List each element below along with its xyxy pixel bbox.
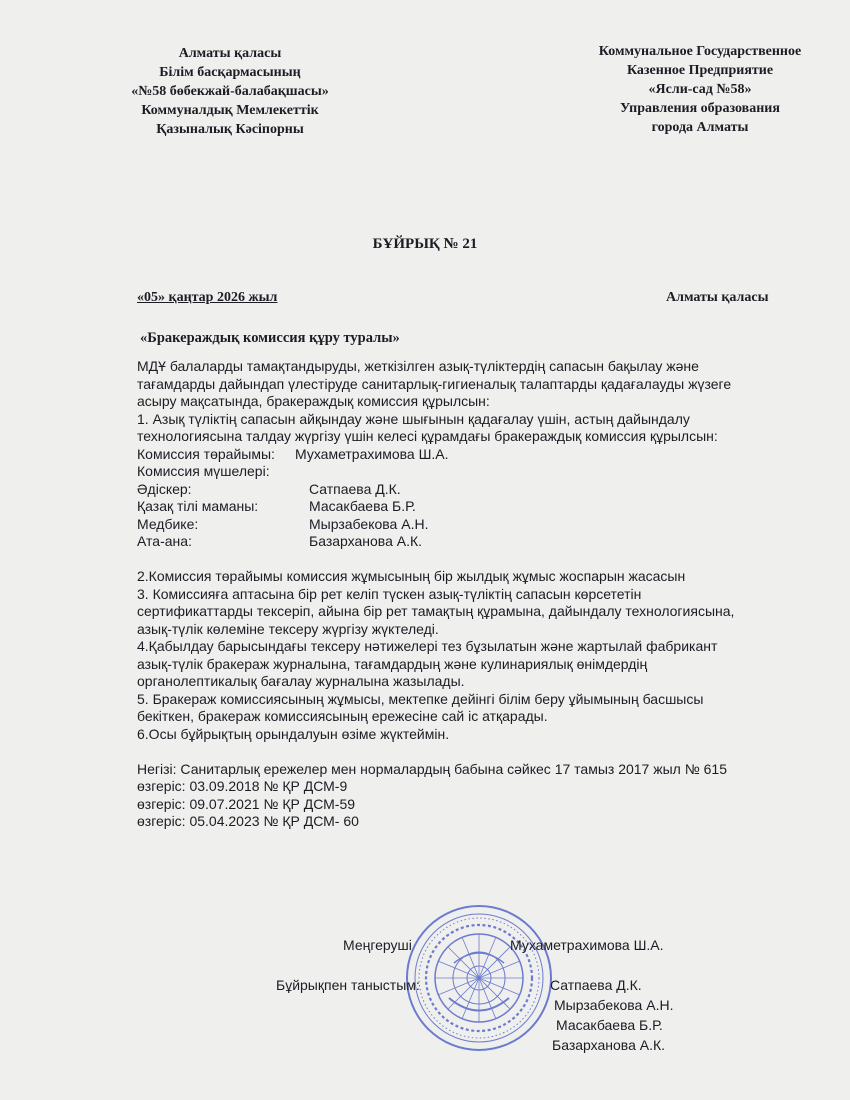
point-line: органолептикалық бағалау журналына жазылады. <box>137 673 465 689</box>
basis-line: өзгеріс: 03.09.2018 № ҚР ДСМ-9 <box>137 778 348 794</box>
member-row <box>137 498 807 516</box>
point-line: азық-түлік көлеміне тексеру жүргізу жүктеледі. <box>137 620 439 637</box>
document-city: Алматы қаласы <box>666 290 769 305</box>
member-role: Қазақ тілі маманы: <box>137 498 259 514</box>
basis-line: өзгеріс: 09.07.2021 № ҚР ДСМ-59 <box>137 795 356 812</box>
members-label: Комиссия мүшелері: <box>137 463 270 479</box>
point-line: бекіткен, бракераж комиссиясының ережесіне сай іс атқарады. <box>137 708 548 724</box>
familiarized-name: Мырзабекова А.Н. <box>554 997 674 1013</box>
body-line: асыру мақсатында, бракераждық комиссия құрылсын: <box>137 393 490 409</box>
point-line: 3. Комиссияға аптасына бір рет келіп түскен азық-түліктің сапасын көрсететін <box>137 585 642 602</box>
header-left-line: Алматы қаласы <box>178 46 282 61</box>
member-name: Сатпаева Д.К. <box>309 480 401 497</box>
point-line: 6.Осы бұйрықтың орындалуын өзіме жүктеймін. <box>137 725 450 742</box>
member-name: Масакбаева Б.Р. <box>309 498 416 514</box>
spacer <box>137 551 807 569</box>
chair-row <box>137 446 807 464</box>
body-line: технологиясына талдау жүргізу үшін келесі құрамдағы бракераждық комиссия құрылсын: <box>137 428 718 444</box>
header-left-line: Қазыналық Кәсіпорны <box>156 122 304 137</box>
body-line: МДҰ балаларды тамақтандыруды, жеткізілген азық-түліктердің сапасын бақылау және <box>137 358 699 374</box>
point-line: 5. Бракераж комиссиясының жұмысы, мектепке дейінгі білім беру ұйымының басшысы <box>137 690 704 707</box>
familiarized-name: Масакбаева Б.Р. <box>556 1017 663 1033</box>
body-line: тағамдарды дайындап үлестіруде санитарлық-гигиеналық талаптарды қадағалауды жүзеге <box>137 375 732 392</box>
header-right-line: Коммунальное Государственное <box>598 44 802 59</box>
spacer <box>137 743 807 761</box>
familiarized-label: Бұйрықпен таныстым: <box>276 977 420 993</box>
header-right-line: «Ясли-сад №58» <box>648 82 752 97</box>
basis-line: Негізі: Санитарлық ережелер мен нормалардың бабына сәйкес 17 тамыз 2017 жыл № 615 <box>137 760 727 777</box>
header-left-line: Білім басқармасының <box>159 65 301 80</box>
member-role: Медбике: <box>137 515 199 532</box>
document-subject: «Бракераждық комиссия құру туралы» <box>140 330 400 346</box>
header-right <box>570 42 830 137</box>
member-role: Ата-ана: <box>137 533 192 549</box>
member-row <box>137 516 807 534</box>
header-right-line: города Алматы <box>651 120 749 135</box>
header-right-line: Казенное Предприятие <box>626 63 774 78</box>
member-name: Мырзабекова А.Н. <box>309 515 429 532</box>
point-line: азық-түлік бракераж журналына, тағамдардың және кулинариялық өнімдердің <box>137 655 648 672</box>
member-name: Базарханова А.К. <box>309 533 423 549</box>
director-name: Мухаметрахимова Ш.А. <box>510 937 664 953</box>
point-line: сертификаттарды тексеріп, айына бір рет тамақтың құрамына, дайындалу технологиясына, <box>137 603 735 619</box>
director-label: Меңгеруші <box>343 937 412 953</box>
member-row <box>137 481 807 499</box>
basis-line: өзгеріс: 05.04.2023 № ҚР ДСМ- 60 <box>137 813 359 829</box>
chair-name: Мухаметрахимова Ш.А. <box>295 445 449 462</box>
header-left <box>95 44 365 139</box>
familiarized-name: Сатпаева Д.К. <box>550 977 642 993</box>
document-date: «05» қаңтар 2026 жыл <box>137 290 278 305</box>
document-title: БҰЙРЫҚ № 21 <box>372 236 478 252</box>
header-right-line: Управления образования <box>620 101 780 116</box>
body-line: 1. Азық түліктің сапасын айқындау және шығынын қадағалау үшін, астың дайындалу <box>137 410 690 427</box>
point-line: 2.Комиссия төрайымы комиссия жұмысының бір жылдық жұмыс жоспарын жасасын <box>137 568 686 584</box>
document-body <box>137 358 807 831</box>
chair-label: Комиссия төрайымы: <box>137 445 275 462</box>
header-left-line: «№58 бөбекжай-балабақшасы» <box>131 84 329 99</box>
familiarized-name: Базарханова А.К. <box>552 1037 666 1053</box>
official-stamp <box>404 903 554 1053</box>
member-role: Әдіскер: <box>137 480 192 497</box>
point-line: 4.Қабылдау барысындағы тексеру нәтижелері тез бұзылатын және жартылай фабрикант <box>137 638 718 654</box>
header-left-line: Коммуналдық Мемлекеттік <box>141 103 319 118</box>
member-row <box>137 533 807 551</box>
